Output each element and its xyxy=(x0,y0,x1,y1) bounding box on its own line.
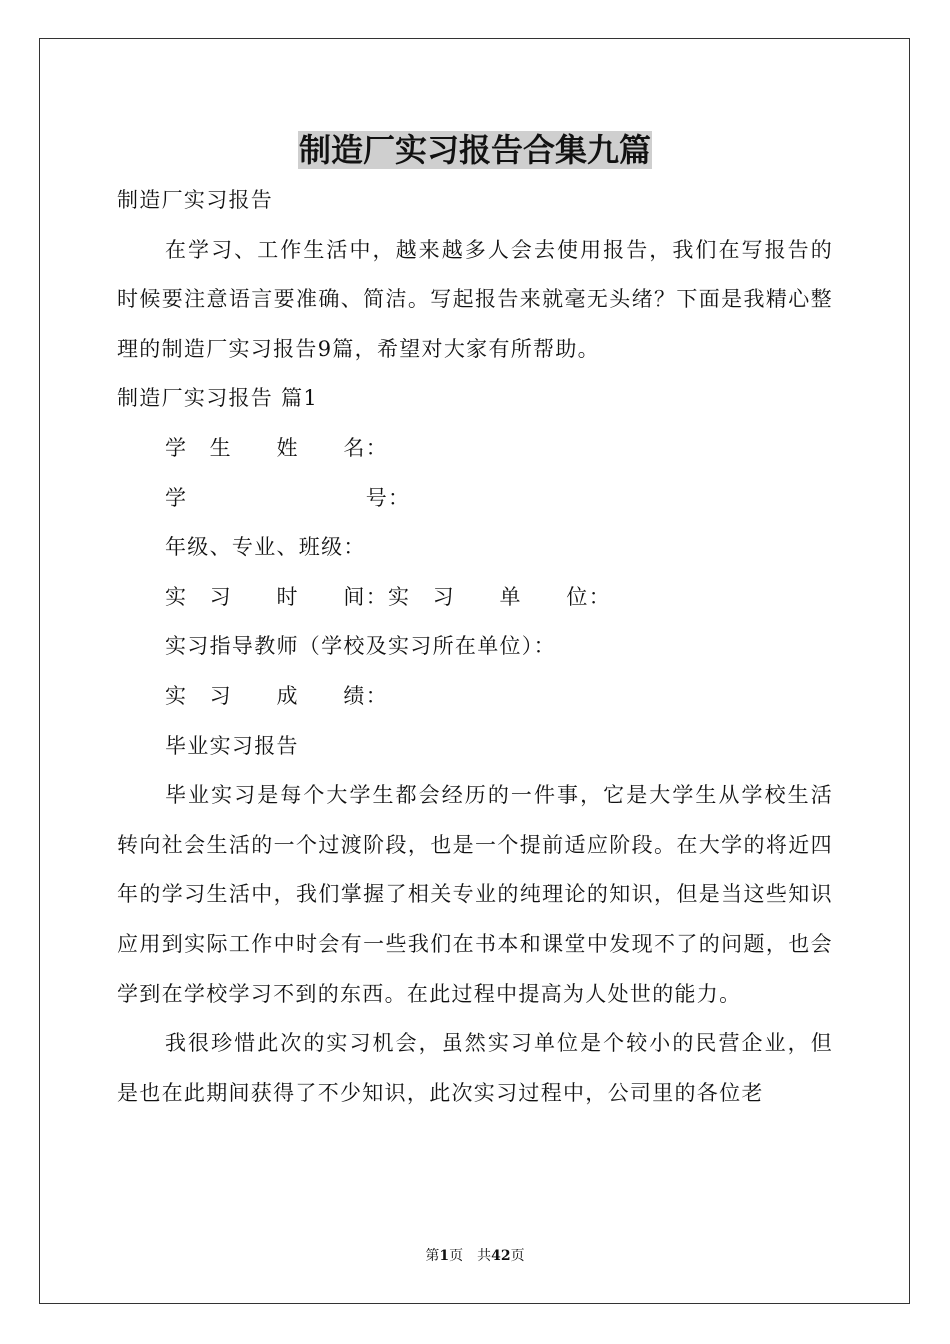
footer-total-prefix: 共 xyxy=(477,1248,492,1264)
footer-page-suffix: 页 xyxy=(449,1248,464,1264)
field-student-id: 学 号： xyxy=(165,485,411,510)
intro-paragraph: 在学习、工作生活中，越来越多人会去使用报告，我们在写报告的时候要注意语言要准确、简洁。写起报告来就毫无头绪？下面是我精心整理的制造厂实习报告9篇，希望对大家有所帮助。 xyxy=(117,237,833,361)
footer-page-current: 1 xyxy=(439,1248,450,1264)
field-internship-supervisor: 实习指导教师（学校及实习所在单位）： xyxy=(165,634,556,659)
report-subheading: 毕业实习报告 xyxy=(165,733,299,758)
document-title xyxy=(0,126,950,174)
section-heading: 制造厂实习报告 xyxy=(117,188,274,212)
document-title-text: 制造厂实习报告合集九篇 xyxy=(298,131,651,169)
field-internship-time-unit: 实 习 时 间：实 习 单 位： xyxy=(165,584,611,609)
body-paragraph: 我很珍惜此次的实习机会，虽然实习单位是个较小的民营企业，但是也在此期间获得了不少知识，此次实习过程中，公司里的各位老 xyxy=(117,1031,833,1105)
footer-page-prefix: 第 xyxy=(425,1248,440,1264)
chapter-heading: 制造厂实习报告 篇1 xyxy=(117,386,319,411)
footer-page-total: 42 xyxy=(491,1248,511,1264)
document-body xyxy=(117,176,833,1118)
body-paragraph: 毕业实习是每个大学生都会经历的一件事，它是大学生从学校生活转向社会生活的一个过渡阶段，也是一个提前适应阶段。在大学的将近四年的学习生活中，我们掌握了相关专业的纯理论的知识，但是当这些知识应用到实际工作中时会有一些我们在书本和课堂中发现不了的问题，也会学到在学校学习不到的东西。在此过程中提高为人处世的能力。 xyxy=(117,783,833,1006)
field-student-name: 学 生 姓 名： xyxy=(165,435,388,460)
field-internship-grade: 实 习 成 绩： xyxy=(165,683,388,708)
footer-total-suffix: 页 xyxy=(510,1248,525,1264)
page-footer xyxy=(0,1246,950,1266)
field-grade-major-class: 年级、专业、班级： xyxy=(165,535,366,560)
